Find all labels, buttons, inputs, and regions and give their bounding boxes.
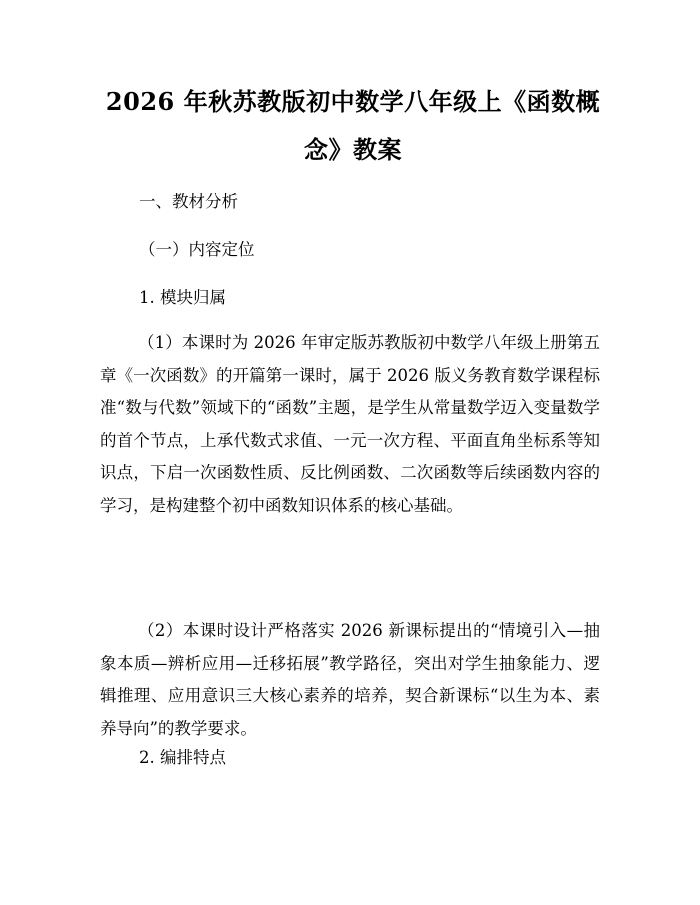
- paragraph-module-attribution: （1）本课时为 2026 年审定版苏教版初中数学八年级上册第五章《一次函数》的开篇第一课时，属于 2026 版义务教育数学课程标准“数与代数”领域下的“函数”主题，是学生从常量数学迈入变量数学的首个节点，上承代数式求值、一元一次方程、平面直角坐标系等知识点，下启一次函数性质、反比例函数、二次函数等后续函数内容的学习，是构建整个初中函数知识体系的核心基础。: [100, 333, 600, 515]
- subsection-heading-content-positioning: （一）内容定位: [139, 240, 255, 259]
- document-title-line-1: 2026 年秋苏教版初中数学八年级上《函数概: [105, 87, 601, 116]
- paragraph-teaching-design: （2）本课时设计严格落实 2026 新课标提出的“情境引入—抽象本质—辨析应用—迁移拓展”教学路径，突出对学生抽象能力、逻辑推理、应用意识三大核心素养的培养，契合新课标“以生为本、素养导向”的教学要求。: [100, 621, 600, 738]
- document-title-line-2: 念》教案: [304, 135, 402, 164]
- item-heading-arrangement-features: 2. 编排特点: [139, 748, 226, 767]
- item-heading-module: 1. 模块归属: [139, 288, 226, 307]
- section-heading-textbook-analysis: 一、教材分析: [139, 192, 238, 211]
